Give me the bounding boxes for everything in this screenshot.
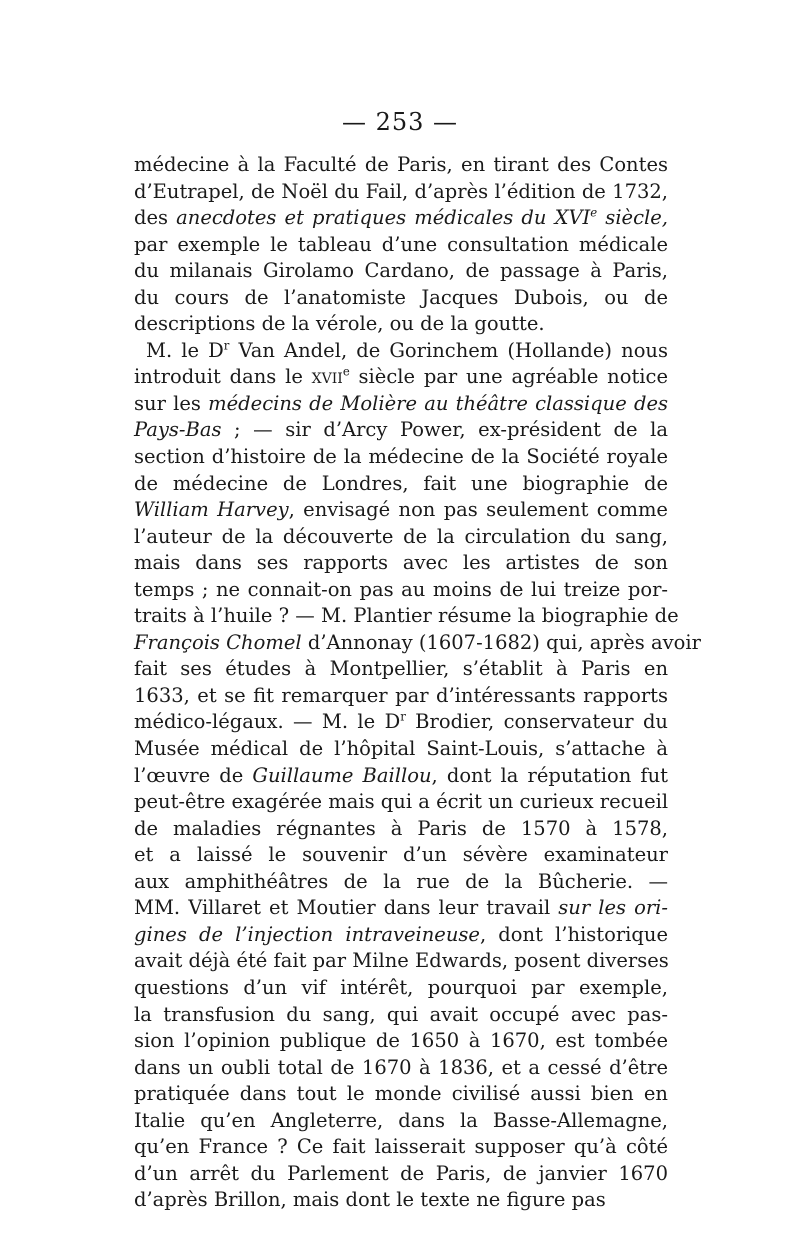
italic-text: siècle, <box>597 206 668 230</box>
text-segment: d’après Brillon, mais dont le texte ne figure pas <box>134 1188 606 1212</box>
text-segment: Brodier, conservateur du <box>405 710 668 734</box>
text-segment: ; — sir d’Arcy Power, ex-président de la <box>221 418 668 442</box>
text-line <box>134 1028 668 1055</box>
italic-text: e <box>590 205 598 220</box>
text-segment: l’auteur de la découverte de la circulation du sang, <box>134 524 668 548</box>
text-line <box>134 1161 668 1188</box>
text-segment: d’Eutrapel, de Noël du Fail, d’après l’édition de 1732, <box>134 179 668 203</box>
italic-text: gines de l’injection intraveineuse <box>134 922 480 946</box>
text-line <box>134 1108 668 1135</box>
text-segment: siècle par une agréable notice <box>349 365 669 389</box>
text-line <box>134 550 668 577</box>
text-line <box>134 577 668 604</box>
text-line <box>134 364 668 391</box>
text-segment: la transfusion du sang, qui avait occupé avec pas- <box>134 1002 668 1026</box>
text-line <box>134 417 668 444</box>
page-number: — 253 — <box>341 108 459 136</box>
text-segment: d’un arrêt du Parlement de Paris, de janvier 1670 <box>134 1161 668 1185</box>
text-segment: du cours de l’anatomiste Jacques Dubois, ou de <box>134 285 668 309</box>
text-segment: questions d’un vif intérêt, pourquoi par exemple, <box>134 975 668 999</box>
text-segment: MM. Villaret et Moutier dans leur travail <box>134 896 559 920</box>
superscript: e <box>342 364 350 379</box>
text-segment: , dont l’historique <box>479 922 668 946</box>
text-line <box>134 179 668 206</box>
paragraph <box>134 338 701 1214</box>
text-line <box>134 471 668 498</box>
text-segment: de maladies régnantes à Paris de 1570 à 1578, <box>134 816 668 840</box>
italic-text: François Chomel <box>134 630 302 654</box>
text-line <box>134 205 668 232</box>
text-segment: section d’histoire de la médecine de la Société royale <box>134 445 668 469</box>
text-segment: aux amphithéâtres de la rue de la Bûcherie. — <box>134 869 668 893</box>
text-line <box>134 842 668 869</box>
body-text <box>134 152 701 1214</box>
text-line <box>134 922 668 949</box>
text-segment: Musée médical de l’hôpital Saint-Louis, s’attache à <box>134 737 668 761</box>
text-segment: médecine à la Faculté de Paris, en tirant des Contes <box>134 153 668 176</box>
superscript: r <box>223 338 230 353</box>
text-line <box>134 524 668 551</box>
text-line <box>134 895 668 922</box>
text-line <box>134 869 668 896</box>
text-line <box>134 391 668 418</box>
text-line <box>134 789 668 816</box>
italic-text: anecdotes et pratiques médicales du XVI <box>176 206 591 230</box>
text-line <box>134 948 668 975</box>
italic-text: William Harvey <box>134 498 289 522</box>
text-segment: avait déjà été fait par Milne Edwards, posent diverses <box>134 949 669 973</box>
text-line <box>134 683 668 710</box>
text-segment: des <box>134 206 177 230</box>
text-line <box>134 603 679 630</box>
text-line <box>134 1081 668 1108</box>
text-line <box>134 497 668 524</box>
italic-text: Guillaume Baillou <box>252 763 432 787</box>
text-segment: introduit dans le <box>134 365 312 389</box>
text-line <box>134 1002 668 1029</box>
text-segment: peut-être exagérée mais qui a écrit un curieux recueil <box>134 790 669 814</box>
text-line <box>134 1134 668 1161</box>
text-line <box>134 1055 668 1082</box>
italic-text: sur les ori- <box>558 896 668 920</box>
italic-text: médecins de Molière au théâtre classique des <box>208 391 668 415</box>
text-segment: par exemple le tableau d’une consultation médicale <box>134 232 668 256</box>
text-segment: dans un oubli total de 1670 à 1836, et a cessé d’être <box>134 1055 668 1079</box>
text-segment: temps ; ne connait-on pas au moins de lui treize por- <box>134 577 668 601</box>
text-line <box>134 311 668 338</box>
text-segment: de médecine de Londres, fait une biographie de <box>134 471 668 495</box>
text-segment: sur les <box>134 391 209 415</box>
text-line <box>134 975 668 1002</box>
superscript: r <box>400 709 406 724</box>
text-segment: Italie qu’en Angleterre, dans la Basse-Allemagne, <box>134 1108 668 1132</box>
text-segment: descriptions de la vérole, ou de la goutte. <box>134 312 545 336</box>
italic-text: Pays-Bas <box>134 418 222 442</box>
text-line <box>134 285 668 312</box>
text-segment: qu’en France ? Ce fait laisserait supposer qu’à côté <box>134 1135 668 1159</box>
text-line <box>134 1187 668 1214</box>
text-line <box>134 630 701 657</box>
text-segment: Van Andel, de Gorinchem (Hollande) nous <box>229 338 668 362</box>
paragraph <box>134 152 668 338</box>
text-line <box>134 763 668 790</box>
text-line <box>134 258 668 285</box>
text-segment: , envisagé non pas seulement comme <box>288 498 668 522</box>
text-segment: , dont la réputation fut <box>431 763 668 787</box>
text-segment: et a laissé le souvenir d’un sévère examinateur <box>134 843 668 867</box>
text-segment: l’œuvre de <box>134 763 253 787</box>
text-line <box>134 338 668 365</box>
text-segment: d’Annonay (1607-1682) qui, après avoir <box>301 630 701 654</box>
text-segment: du milanais Girolamo Cardano, de passage à Paris, <box>134 259 668 283</box>
text-line <box>134 232 668 259</box>
text-line <box>134 709 668 736</box>
text-line <box>134 444 668 471</box>
text-line <box>134 152 668 179</box>
text-segment: sion l’opinion publique de 1650 à 1670, est tombée <box>134 1029 668 1053</box>
text-line <box>134 656 668 683</box>
text-segment: 1633, et se fit remarquer par d’intéressants rapports <box>134 683 668 707</box>
text-segment: traits à l’huile ? — M. Plantier résume la biographie de <box>134 604 679 628</box>
text-line <box>134 816 668 843</box>
text-segment: pratiquée dans tout le monde civilisé aussi bien en <box>134 1082 668 1106</box>
text-segment: mais dans ses rapports avec les artistes de son <box>134 551 668 575</box>
text-segment: fait ses études à Montpellier, s’établit à Paris en <box>134 657 668 681</box>
text-segment: médico-légaux. — M. le D <box>134 710 401 734</box>
text-segment: M. le D <box>146 338 224 362</box>
text-line <box>134 736 668 763</box>
text-segment: xvii <box>311 365 343 389</box>
